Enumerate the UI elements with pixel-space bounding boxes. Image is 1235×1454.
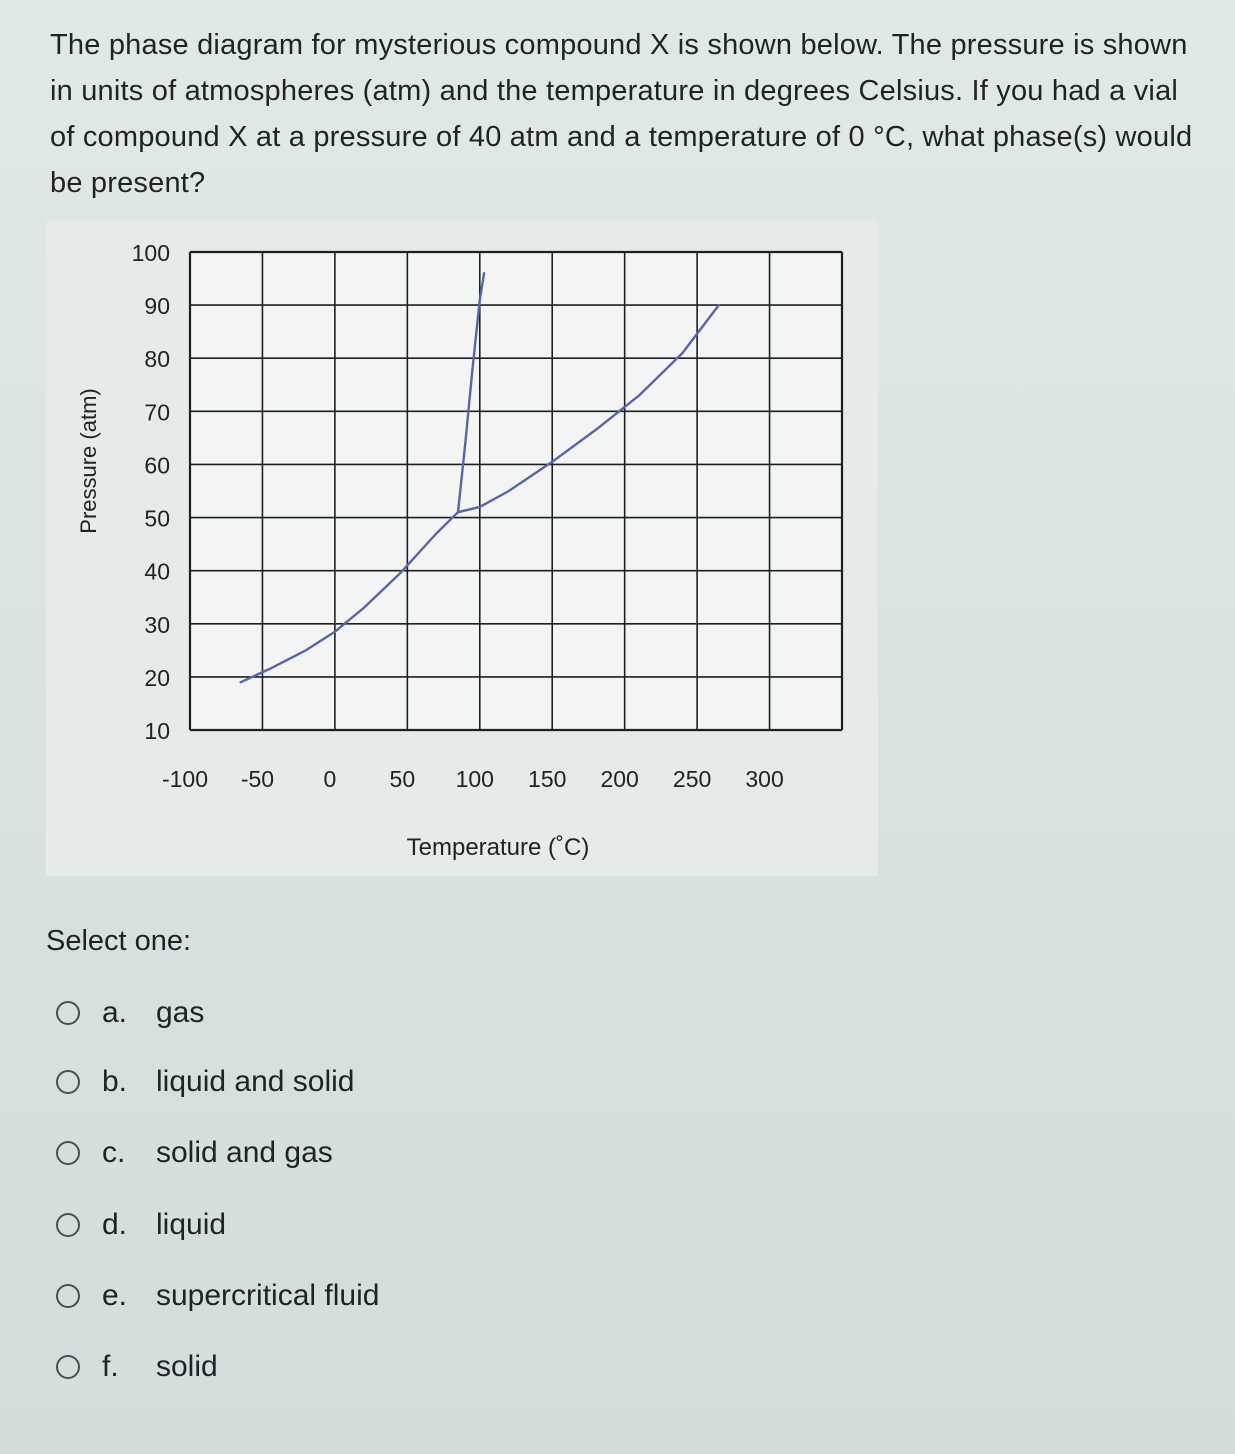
x-axis-label: Temperature (˚C): [406, 834, 590, 861]
option-text: liquid and solid: [156, 1065, 355, 1098]
y-tick-label: 100: [131, 240, 170, 266]
x-tick-label: 50: [389, 766, 416, 792]
option-e[interactable]: [56, 1273, 379, 1319]
x-tick-label: 250: [672, 766, 712, 792]
y-axis-label: Pressure (atm): [76, 388, 101, 534]
x-tick-label: -50: [240, 766, 275, 792]
radio-button[interactable]: [56, 1284, 80, 1308]
option-text: liquid: [156, 1208, 227, 1241]
radio-button[interactable]: [56, 1141, 80, 1165]
radio-button[interactable]: [56, 1355, 80, 1379]
select-one-label: Select one:: [46, 925, 192, 957]
x-tick-label: 0: [323, 766, 337, 792]
y-tick-label: 90: [144, 293, 170, 320]
y-tick-label: 80: [144, 346, 170, 373]
y-tick-label: 30: [144, 611, 170, 638]
y-tick-label: 60: [144, 452, 170, 479]
option-text: supercritical fluid: [156, 1279, 380, 1312]
option-text: gas: [156, 996, 205, 1029]
x-tick-label: 300: [745, 766, 784, 792]
option-f[interactable]: [56, 1344, 218, 1390]
question-text: The phase diagram for mysterious compound X is shown below. The pressure is shown in units of atmospheres (atm) and the temperature in degrees Celsius. If you had a vial of compound X at a pressure of 40 atm and a temperature of 0 °C, what phase(s) would be present?: [50, 29, 1193, 199]
radio-button[interactable]: [56, 1001, 80, 1025]
phase-diagram-figure: [46, 220, 878, 876]
option-c[interactable]: [56, 1130, 333, 1176]
option-letter: f.: [102, 1350, 119, 1383]
option-letter: a.: [102, 996, 128, 1029]
x-tick-label: -100: [161, 766, 209, 792]
option-d[interactable]: [56, 1202, 226, 1248]
phase-diagram-chart: [46, 220, 878, 876]
y-tick-label: 10: [144, 718, 170, 744]
option-text: solid and gas: [156, 1136, 333, 1169]
option-letter: b.: [102, 1065, 128, 1098]
y-tick-label: 50: [144, 505, 170, 532]
x-tick-label: 100: [455, 766, 494, 792]
option-b[interactable]: [56, 1059, 354, 1105]
y-tick-label: 20: [144, 664, 170, 691]
radio-button[interactable]: [56, 1070, 80, 1094]
option-a[interactable]: [56, 990, 204, 1036]
x-tick-label: 200: [600, 766, 639, 792]
y-tick-label: 70: [144, 399, 170, 426]
y-tick-label: 40: [144, 558, 170, 585]
option-text: solid: [156, 1350, 218, 1383]
option-letter: e.: [102, 1279, 128, 1312]
x-tick-label: 150: [528, 766, 567, 792]
radio-button[interactable]: [56, 1213, 80, 1237]
option-letter: d.: [102, 1208, 128, 1241]
option-letter: c.: [102, 1136, 126, 1169]
